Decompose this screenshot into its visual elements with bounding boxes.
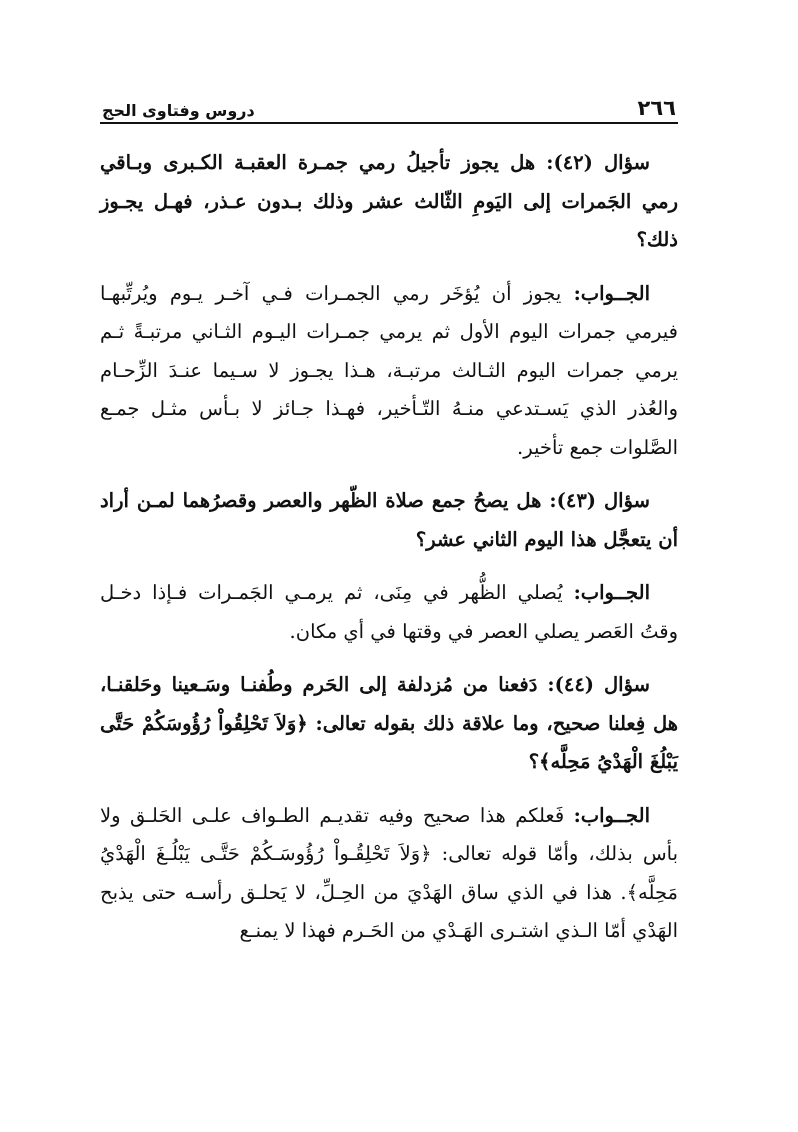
answer-44 — [100, 797, 678, 951]
book-page — [100, 92, 678, 966]
question-42: سؤال (٤٢): هل يجوز تأجيلُ رمي جمـرة العقبـة الكـبرى وبـاقي رمي الجَمرات إلى اليَومِ الثّالث عشر وذلك بـدون عـذر، فهـل يجـوز ذلك؟ — [100, 151, 678, 251]
page-body — [100, 144, 678, 951]
page-header — [100, 92, 678, 124]
answer-label: الجــواب: — [573, 281, 650, 305]
page-number: ٢٦٦ — [637, 96, 676, 120]
answer-text: فَعلكم هذا صحيح وفيه تقديـم الطـواف علـى الحَلـق ولا بأس بذلك، وأمّا قوله تعالى: ﴿وَلاَ تَحْلِقُـواْ رُؤُوسَـكُمْ حَتَّـى يَبْلُـغَ الْهَدْيُ مَحِلَّه﴾. هذا في الذي ساق الهَدْيَ من الحِـلِّ، لا يَحلـق رأسـه حتى يذبح الهَدْي أمّا الـذي اشتـرى الهَـدْي من الحَـرم فهذا لا يمنـع — [100, 803, 678, 942]
question-43: سؤال (٤٣): هل يصحُ جمع صلاة الظّهر والعصر وقصرُهما لمـن أراد أن يتعجَّل هذا اليوم الثاني عشر؟ — [100, 489, 678, 551]
answer-43 — [100, 574, 678, 651]
answer-42 — [100, 275, 678, 468]
answer-text: يجوز أن يُؤخَر رمي الجمـرات فـي آخـر يـوم ويُرتِّبهـا فيرمي جمرات اليوم الأول ثم يرمي جمـرات اليـوم الثـاني مرتبـةً ثـم يرمي جمرات اليوم الثـالث مرتبـة، هـذا يجـوز لا سـيما عنـدَ الزِّحـام والعُذر الذي يَسـتدعي منـهُ التّـأخير، فهـذا جـائز لا بـأس مثـل جمـع الصَّلوات جمع تأخير. — [100, 281, 678, 459]
answer-text: يُصلي الظُّهر في مِنَى، ثم يرمـي الجَمـرات فـإذا دخـل وقتُ العَصر يصلي العصر في وقتها في أي مكان. — [100, 581, 678, 643]
running-title: دروس وفتاوى الحج — [102, 101, 255, 120]
question-44: سؤال (٤٤): دَفعنا من مُزدلفة إلى الحَرم وطُفنـا وسَـعينا وحَلقنـا، هل فِعلنا صحيح، وما علاقة ذلك بقوله تعالى: ﴿وَلاَ تَحْلِقُواْ رُؤُوسَكُمْ حَتَّى يَبْلُغَ الْهَدْيُ مَحِلَّه﴾؟ — [100, 673, 678, 773]
answer-label: الجــواب: — [573, 803, 650, 827]
answer-label: الجــواب: — [573, 581, 650, 604]
